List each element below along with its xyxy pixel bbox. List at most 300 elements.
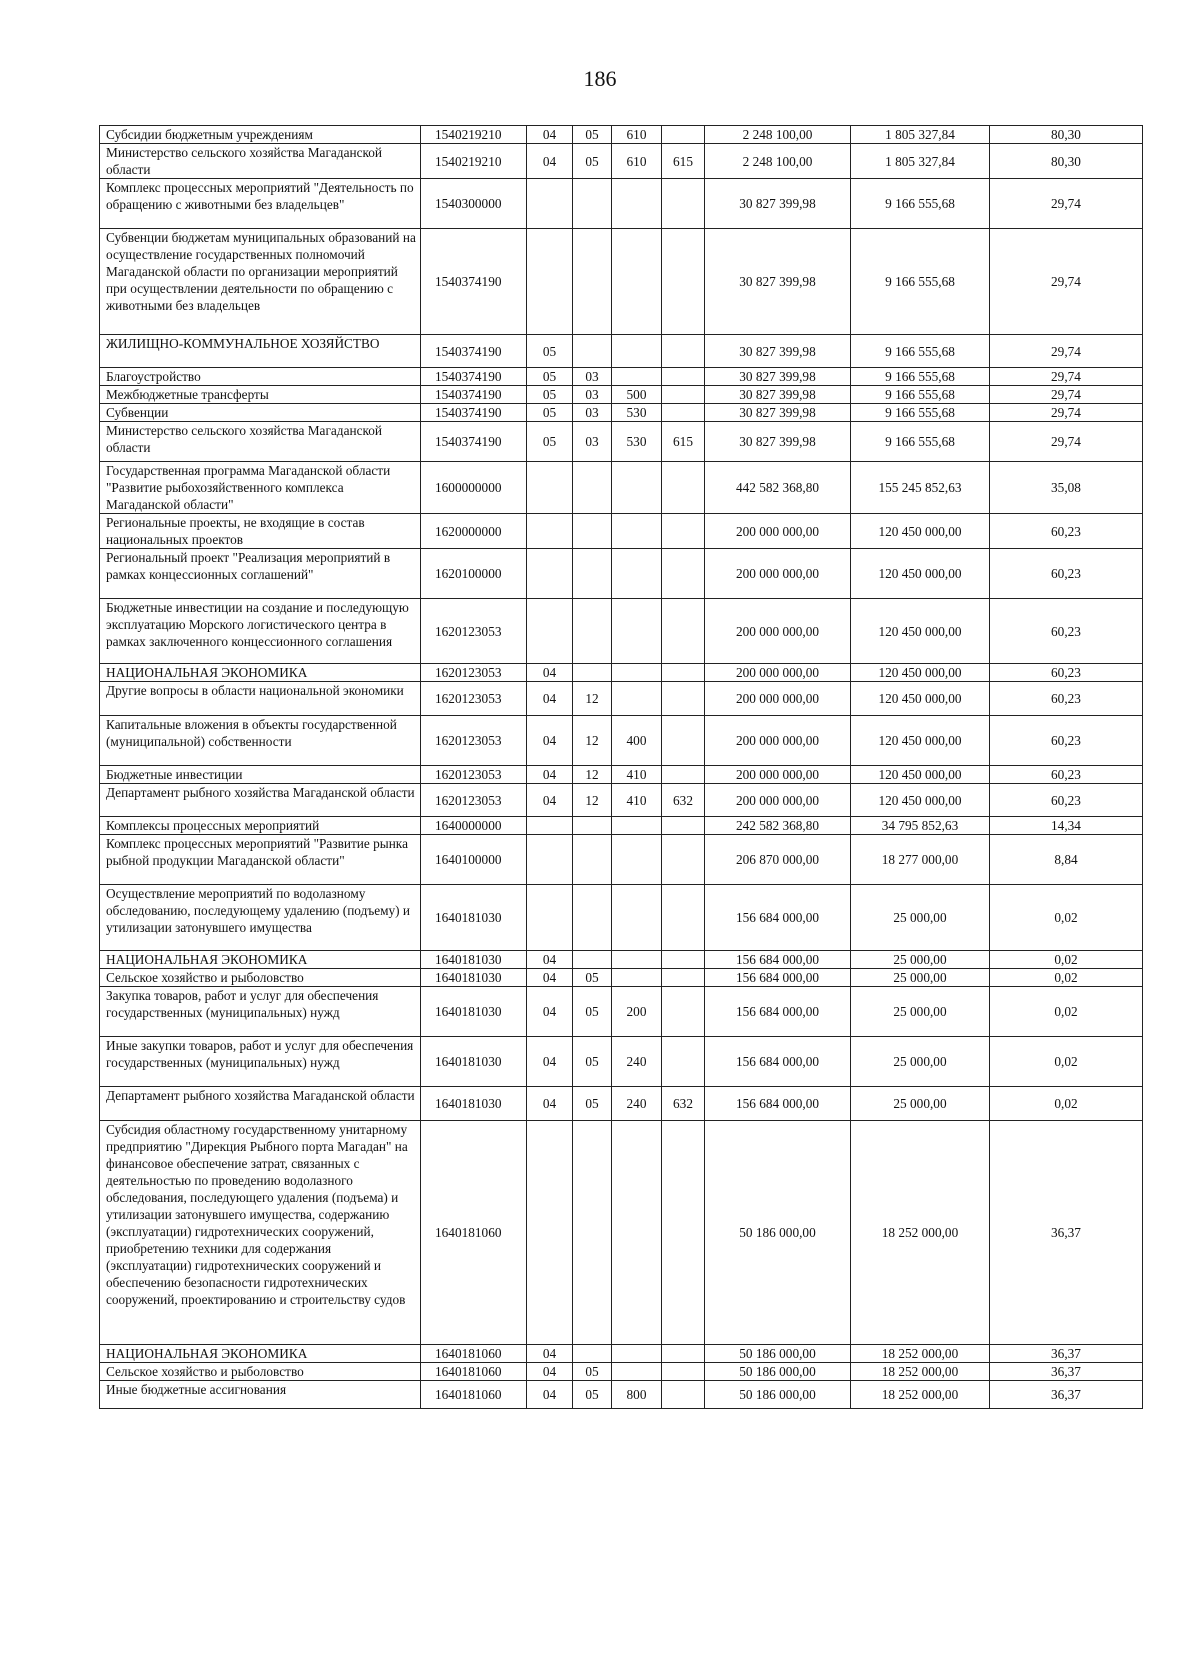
row-name: ЖИЛИЩНО-КОММУНАЛЬНОЕ ХОЗЯЙСТВО <box>100 335 421 368</box>
row-target-code: 1540374190 <box>421 404 527 422</box>
row-target-code: 1640181030 <box>421 969 527 987</box>
row-expense-type <box>612 664 662 682</box>
row-target-code: 1620123053 <box>421 766 527 784</box>
table-row <box>100 368 1143 386</box>
row-target-code: 1640181060 <box>421 1121 527 1345</box>
row-executed-amount: 120 450 000,00 <box>851 664 990 682</box>
row-executed-amount: 18 277 000,00 <box>851 835 990 885</box>
row-subsection: 05 <box>573 1381 612 1409</box>
row-expense-type <box>612 462 662 514</box>
row-execution-percent: 0,02 <box>990 951 1143 969</box>
row-executed-amount: 25 000,00 <box>851 987 990 1037</box>
row-section: 04 <box>527 969 573 987</box>
row-section: 05 <box>527 368 573 386</box>
row-admin-code <box>662 1345 705 1363</box>
row-expense-type: 240 <box>612 1087 662 1121</box>
row-admin-code <box>662 766 705 784</box>
row-admin-code <box>662 599 705 664</box>
row-approved-amount: 30 827 399,98 <box>705 229 851 335</box>
row-target-code: 1640181030 <box>421 885 527 951</box>
row-execution-percent: 60,23 <box>990 549 1143 599</box>
row-admin-code <box>662 682 705 716</box>
table-row <box>100 462 1143 514</box>
row-execution-percent: 14,34 <box>990 817 1143 835</box>
row-section: 04 <box>527 664 573 682</box>
row-approved-amount: 2 248 100,00 <box>705 144 851 179</box>
row-section <box>527 462 573 514</box>
table-row <box>100 599 1143 664</box>
row-approved-amount: 2 248 100,00 <box>705 126 851 144</box>
row-execution-percent: 29,74 <box>990 179 1143 229</box>
row-section: 04 <box>527 716 573 766</box>
row-execution-percent: 60,23 <box>990 664 1143 682</box>
row-admin-code <box>662 386 705 404</box>
row-name: Субсидия областному государственному унитарному предприятию "Дирекция Рыбного порта Магадан" на финансовое обеспечение затрат, связанных с деятельностью по проведению водолазного обследования, последующего удаления (подъема) и утилизации затонувшего имущества, содержанию (эксплуатации) гидротехнических сооружений, приобретению техники для содержания (эксплуатации) гидротехнических сооружений и обеспечению безопасности гидротехнических сооружений, проектированию и строительству судов <box>100 1121 421 1345</box>
table-row <box>100 1037 1143 1087</box>
row-subsection: 03 <box>573 422 612 462</box>
table-row <box>100 422 1143 462</box>
row-subsection <box>573 599 612 664</box>
row-section: 04 <box>527 766 573 784</box>
row-admin-code: 632 <box>662 784 705 817</box>
table-row <box>100 335 1143 368</box>
row-target-code: 1640181030 <box>421 987 527 1037</box>
row-expense-type <box>612 682 662 716</box>
row-executed-amount: 1 805 327,84 <box>851 126 990 144</box>
row-approved-amount: 50 186 000,00 <box>705 1345 851 1363</box>
table-row <box>100 1087 1143 1121</box>
row-section <box>527 599 573 664</box>
row-expense-type <box>612 229 662 335</box>
row-target-code: 1640181030 <box>421 1037 527 1087</box>
row-section: 04 <box>527 682 573 716</box>
row-executed-amount: 1 805 327,84 <box>851 144 990 179</box>
row-name: Региональный проект "Реализация мероприятий в рамках концессионных соглашений" <box>100 549 421 599</box>
row-expense-type <box>612 335 662 368</box>
row-approved-amount: 30 827 399,98 <box>705 368 851 386</box>
row-subsection: 03 <box>573 386 612 404</box>
row-expense-type: 610 <box>612 144 662 179</box>
row-executed-amount: 9 166 555,68 <box>851 422 990 462</box>
row-target-code: 1620000000 <box>421 514 527 549</box>
row-target-code: 1620100000 <box>421 549 527 599</box>
row-approved-amount: 30 827 399,98 <box>705 422 851 462</box>
row-section <box>527 229 573 335</box>
row-expense-type <box>612 969 662 987</box>
row-name: Сельское хозяйство и рыболовство <box>100 969 421 987</box>
row-expense-type <box>612 599 662 664</box>
row-execution-percent: 29,74 <box>990 335 1143 368</box>
row-executed-amount: 120 450 000,00 <box>851 716 990 766</box>
table-row <box>100 179 1143 229</box>
row-target-code: 1620123053 <box>421 784 527 817</box>
row-expense-type <box>612 549 662 599</box>
table-row <box>100 716 1143 766</box>
row-execution-percent: 60,23 <box>990 716 1143 766</box>
row-approved-amount: 200 000 000,00 <box>705 549 851 599</box>
row-expense-type: 410 <box>612 784 662 817</box>
row-name: Иные бюджетные ассигнования <box>100 1381 421 1409</box>
table-row <box>100 682 1143 716</box>
row-target-code: 1640181060 <box>421 1363 527 1381</box>
row-name: Благоустройство <box>100 368 421 386</box>
row-execution-percent: 29,74 <box>990 386 1143 404</box>
row-executed-amount: 9 166 555,68 <box>851 386 990 404</box>
row-execution-percent: 29,74 <box>990 229 1143 335</box>
row-section: 04 <box>527 144 573 179</box>
row-subsection <box>573 817 612 835</box>
row-subsection: 03 <box>573 368 612 386</box>
row-subsection <box>573 664 612 682</box>
row-name: Сельское хозяйство и рыболовство <box>100 1363 421 1381</box>
row-subsection <box>573 951 612 969</box>
row-executed-amount: 9 166 555,68 <box>851 179 990 229</box>
row-approved-amount: 30 827 399,98 <box>705 179 851 229</box>
row-execution-percent: 36,37 <box>990 1121 1143 1345</box>
row-executed-amount: 18 252 000,00 <box>851 1363 990 1381</box>
row-approved-amount: 156 684 000,00 <box>705 969 851 987</box>
row-admin-code <box>662 969 705 987</box>
row-subsection <box>573 549 612 599</box>
row-approved-amount: 50 186 000,00 <box>705 1363 851 1381</box>
row-admin-code <box>662 126 705 144</box>
row-expense-type <box>612 1363 662 1381</box>
table-row <box>100 549 1143 599</box>
row-target-code: 1540374190 <box>421 386 527 404</box>
row-target-code: 1600000000 <box>421 462 527 514</box>
row-name: Департамент рыбного хозяйства Магаданской области <box>100 784 421 817</box>
row-section <box>527 885 573 951</box>
row-expense-type <box>612 817 662 835</box>
row-name: Закупка товаров, работ и услуг для обеспечения государственных (муниципальных) нужд <box>100 987 421 1037</box>
row-admin-code <box>662 664 705 682</box>
row-subsection: 03 <box>573 404 612 422</box>
row-admin-code: 615 <box>662 422 705 462</box>
row-name: НАЦИОНАЛЬНАЯ ЭКОНОМИКА <box>100 951 421 969</box>
row-execution-percent: 29,74 <box>990 422 1143 462</box>
row-expense-type: 500 <box>612 386 662 404</box>
row-subsection: 12 <box>573 766 612 784</box>
row-admin-code <box>662 404 705 422</box>
row-executed-amount: 25 000,00 <box>851 1037 990 1087</box>
row-expense-type: 200 <box>612 987 662 1037</box>
row-name: Департамент рыбного хозяйства Магаданской области <box>100 1087 421 1121</box>
row-execution-percent: 0,02 <box>990 885 1143 951</box>
page-number: 186 <box>583 66 617 91</box>
row-expense-type <box>612 951 662 969</box>
row-admin-code <box>662 335 705 368</box>
row-name: Субвенции бюджетам муниципальных образований на осуществление государственных полномочий Магаданской области по организации мероприятий при осуществлении деятельности по обращению с животными без владельцев <box>100 229 421 335</box>
row-expense-type <box>612 368 662 386</box>
table-row <box>100 766 1143 784</box>
row-target-code: 1620123053 <box>421 716 527 766</box>
row-name: Государственная программа Магаданской области "Развитие рыбохозяйственного комплекса Магаданской области" <box>100 462 421 514</box>
row-section: 04 <box>527 951 573 969</box>
row-subsection <box>573 1345 612 1363</box>
row-target-code: 1540374190 <box>421 368 527 386</box>
table-row <box>100 229 1143 335</box>
row-execution-percent: 36,37 <box>990 1345 1143 1363</box>
row-executed-amount: 18 252 000,00 <box>851 1345 990 1363</box>
row-admin-code <box>662 716 705 766</box>
row-target-code: 1540219210 <box>421 144 527 179</box>
row-admin-code <box>662 549 705 599</box>
row-subsection: 05 <box>573 969 612 987</box>
row-executed-amount: 25 000,00 <box>851 969 990 987</box>
row-target-code: 1620123053 <box>421 664 527 682</box>
row-name: Субвенции <box>100 404 421 422</box>
table-row <box>100 817 1143 835</box>
row-executed-amount: 155 245 852,63 <box>851 462 990 514</box>
row-executed-amount: 9 166 555,68 <box>851 335 990 368</box>
row-execution-percent: 36,37 <box>990 1381 1143 1409</box>
row-execution-percent: 60,23 <box>990 514 1143 549</box>
row-approved-amount: 156 684 000,00 <box>705 885 851 951</box>
row-admin-code: 632 <box>662 1087 705 1121</box>
row-section <box>527 549 573 599</box>
table-row <box>100 386 1143 404</box>
row-section <box>527 1121 573 1345</box>
row-execution-percent: 36,37 <box>990 1363 1143 1381</box>
budget-table <box>99 125 1143 1409</box>
row-target-code: 1640181060 <box>421 1381 527 1409</box>
row-name: Бюджетные инвестиции на создание и последующую эксплуатацию Морского логистического центра в рамках заключенного концессионного соглашения <box>100 599 421 664</box>
row-name: Межбюджетные трансферты <box>100 386 421 404</box>
row-name: Комплекс процессных мероприятий "Развитие рынка рыбной продукции Магаданской области" <box>100 835 421 885</box>
row-subsection <box>573 462 612 514</box>
row-subsection <box>573 229 612 335</box>
row-target-code: 1640181060 <box>421 1345 527 1363</box>
row-section <box>527 835 573 885</box>
table-row <box>100 514 1143 549</box>
table-row <box>100 969 1143 987</box>
row-expense-type: 530 <box>612 422 662 462</box>
row-expense-type: 410 <box>612 766 662 784</box>
table-row <box>100 1381 1143 1409</box>
row-expense-type: 610 <box>612 126 662 144</box>
row-admin-code <box>662 514 705 549</box>
row-approved-amount: 200 000 000,00 <box>705 514 851 549</box>
row-section: 04 <box>527 987 573 1037</box>
row-execution-percent: 29,74 <box>990 404 1143 422</box>
row-admin-code: 615 <box>662 144 705 179</box>
row-admin-code <box>662 885 705 951</box>
row-executed-amount: 120 450 000,00 <box>851 766 990 784</box>
row-name: Министерство сельского хозяйства Магаданской области <box>100 422 421 462</box>
row-approved-amount: 242 582 368,80 <box>705 817 851 835</box>
row-name: Бюджетные инвестиции <box>100 766 421 784</box>
row-approved-amount: 200 000 000,00 <box>705 716 851 766</box>
row-expense-type <box>612 179 662 229</box>
table-row <box>100 987 1143 1037</box>
row-section: 05 <box>527 335 573 368</box>
row-expense-type <box>612 1121 662 1345</box>
row-approved-amount: 30 827 399,98 <box>705 335 851 368</box>
row-name: Капитальные вложения в объекты государственной (муниципальной) собственности <box>100 716 421 766</box>
row-approved-amount: 442 582 368,80 <box>705 462 851 514</box>
row-executed-amount: 120 450 000,00 <box>851 549 990 599</box>
row-subsection <box>573 179 612 229</box>
row-approved-amount: 156 684 000,00 <box>705 951 851 969</box>
row-admin-code <box>662 1381 705 1409</box>
row-subsection: 05 <box>573 1037 612 1087</box>
row-execution-percent: 0,02 <box>990 987 1143 1037</box>
row-approved-amount: 30 827 399,98 <box>705 386 851 404</box>
row-admin-code <box>662 368 705 386</box>
row-execution-percent: 35,08 <box>990 462 1143 514</box>
row-admin-code <box>662 951 705 969</box>
table-row <box>100 126 1143 144</box>
row-execution-percent: 8,84 <box>990 835 1143 885</box>
row-expense-type: 240 <box>612 1037 662 1087</box>
row-subsection: 12 <box>573 716 612 766</box>
row-execution-percent: 60,23 <box>990 784 1143 817</box>
table-row <box>100 1363 1143 1381</box>
row-name: Комплексы процессных мероприятий <box>100 817 421 835</box>
row-subsection <box>573 335 612 368</box>
row-admin-code <box>662 817 705 835</box>
row-name: Субсидии бюджетным учреждениям <box>100 126 421 144</box>
row-executed-amount: 18 252 000,00 <box>851 1381 990 1409</box>
row-subsection: 05 <box>573 126 612 144</box>
row-subsection <box>573 835 612 885</box>
row-section: 05 <box>527 386 573 404</box>
row-expense-type: 400 <box>612 716 662 766</box>
row-target-code: 1540219210 <box>421 126 527 144</box>
row-execution-percent: 60,23 <box>990 682 1143 716</box>
row-target-code: 1620123053 <box>421 682 527 716</box>
row-executed-amount: 9 166 555,68 <box>851 404 990 422</box>
row-target-code: 1640181030 <box>421 1087 527 1121</box>
row-admin-code <box>662 1121 705 1345</box>
row-executed-amount: 18 252 000,00 <box>851 1121 990 1345</box>
row-name: НАЦИОНАЛЬНАЯ ЭКОНОМИКА <box>100 664 421 682</box>
row-section: 05 <box>527 404 573 422</box>
row-executed-amount: 25 000,00 <box>851 885 990 951</box>
row-admin-code <box>662 1363 705 1381</box>
table-row <box>100 144 1143 179</box>
row-expense-type: 530 <box>612 404 662 422</box>
row-target-code: 1540300000 <box>421 179 527 229</box>
row-execution-percent: 80,30 <box>990 126 1143 144</box>
row-execution-percent: 0,02 <box>990 969 1143 987</box>
row-execution-percent: 0,02 <box>990 1087 1143 1121</box>
row-executed-amount: 25 000,00 <box>851 951 990 969</box>
row-executed-amount: 9 166 555,68 <box>851 368 990 386</box>
row-expense-type <box>612 514 662 549</box>
row-executed-amount: 120 450 000,00 <box>851 599 990 664</box>
row-execution-percent: 80,30 <box>990 144 1143 179</box>
row-execution-percent: 29,74 <box>990 368 1143 386</box>
row-approved-amount: 200 000 000,00 <box>705 664 851 682</box>
row-executed-amount: 25 000,00 <box>851 1087 990 1121</box>
row-executed-amount: 120 450 000,00 <box>851 514 990 549</box>
row-admin-code <box>662 462 705 514</box>
row-section <box>527 514 573 549</box>
row-subsection <box>573 885 612 951</box>
row-section: 04 <box>527 1087 573 1121</box>
table-row <box>100 885 1143 951</box>
row-execution-percent: 60,23 <box>990 599 1143 664</box>
row-section <box>527 179 573 229</box>
row-approved-amount: 156 684 000,00 <box>705 987 851 1037</box>
row-target-code: 1620123053 <box>421 599 527 664</box>
row-name: Иные закупки товаров, работ и услуг для обеспечения государственных (муниципальных) нужд <box>100 1037 421 1087</box>
row-name: Другие вопросы в области национальной экономики <box>100 682 421 716</box>
row-expense-type <box>612 885 662 951</box>
row-subsection: 12 <box>573 682 612 716</box>
table-row <box>100 1345 1143 1363</box>
row-approved-amount: 200 000 000,00 <box>705 766 851 784</box>
row-execution-percent: 0,02 <box>990 1037 1143 1087</box>
row-target-code: 1540374190 <box>421 229 527 335</box>
row-subsection: 05 <box>573 1087 612 1121</box>
row-name: Осуществление мероприятий по водолазному обследованию, последующему удалению (подъему) и утилизации затонувшего имущества <box>100 885 421 951</box>
row-subsection: 05 <box>573 144 612 179</box>
row-subsection: 05 <box>573 987 612 1037</box>
table-row <box>100 784 1143 817</box>
row-executed-amount: 9 166 555,68 <box>851 229 990 335</box>
row-approved-amount: 156 684 000,00 <box>705 1037 851 1087</box>
table-row <box>100 835 1143 885</box>
row-name: Министерство сельского хозяйства Магаданской области <box>100 144 421 179</box>
row-subsection <box>573 1121 612 1345</box>
row-approved-amount: 200 000 000,00 <box>705 682 851 716</box>
row-approved-amount: 30 827 399,98 <box>705 404 851 422</box>
row-executed-amount: 120 450 000,00 <box>851 682 990 716</box>
row-approved-amount: 200 000 000,00 <box>705 784 851 817</box>
row-executed-amount: 34 795 852,63 <box>851 817 990 835</box>
row-expense-type <box>612 835 662 885</box>
table-row <box>100 951 1143 969</box>
row-name: Комплекс процессных мероприятий "Деятельность по обращению с животными без владельцев" <box>100 179 421 229</box>
row-approved-amount: 50 186 000,00 <box>705 1121 851 1345</box>
table-row <box>100 664 1143 682</box>
row-approved-amount: 50 186 000,00 <box>705 1381 851 1409</box>
row-expense-type <box>612 1345 662 1363</box>
row-admin-code <box>662 179 705 229</box>
row-section: 04 <box>527 1363 573 1381</box>
row-expense-type: 800 <box>612 1381 662 1409</box>
row-executed-amount: 120 450 000,00 <box>851 784 990 817</box>
row-target-code: 1640000000 <box>421 817 527 835</box>
row-name: Региональные проекты, не входящие в состав национальных проектов <box>100 514 421 549</box>
row-subsection: 05 <box>573 1363 612 1381</box>
row-admin-code <box>662 229 705 335</box>
row-section <box>527 817 573 835</box>
row-admin-code <box>662 835 705 885</box>
table-row <box>100 404 1143 422</box>
row-section: 04 <box>527 126 573 144</box>
row-approved-amount: 200 000 000,00 <box>705 599 851 664</box>
row-section: 04 <box>527 1381 573 1409</box>
row-approved-amount: 206 870 000,00 <box>705 835 851 885</box>
row-target-code: 1640181030 <box>421 951 527 969</box>
row-target-code: 1540374190 <box>421 422 527 462</box>
row-admin-code <box>662 1037 705 1087</box>
row-target-code: 1640100000 <box>421 835 527 885</box>
row-execution-percent: 60,23 <box>990 766 1143 784</box>
row-section: 04 <box>527 1037 573 1087</box>
row-section: 04 <box>527 784 573 817</box>
row-approved-amount: 156 684 000,00 <box>705 1087 851 1121</box>
table-row <box>100 1121 1143 1345</box>
row-target-code: 1540374190 <box>421 335 527 368</box>
row-section: 05 <box>527 422 573 462</box>
row-admin-code <box>662 987 705 1037</box>
row-subsection: 12 <box>573 784 612 817</box>
row-name: НАЦИОНАЛЬНАЯ ЭКОНОМИКА <box>100 1345 421 1363</box>
